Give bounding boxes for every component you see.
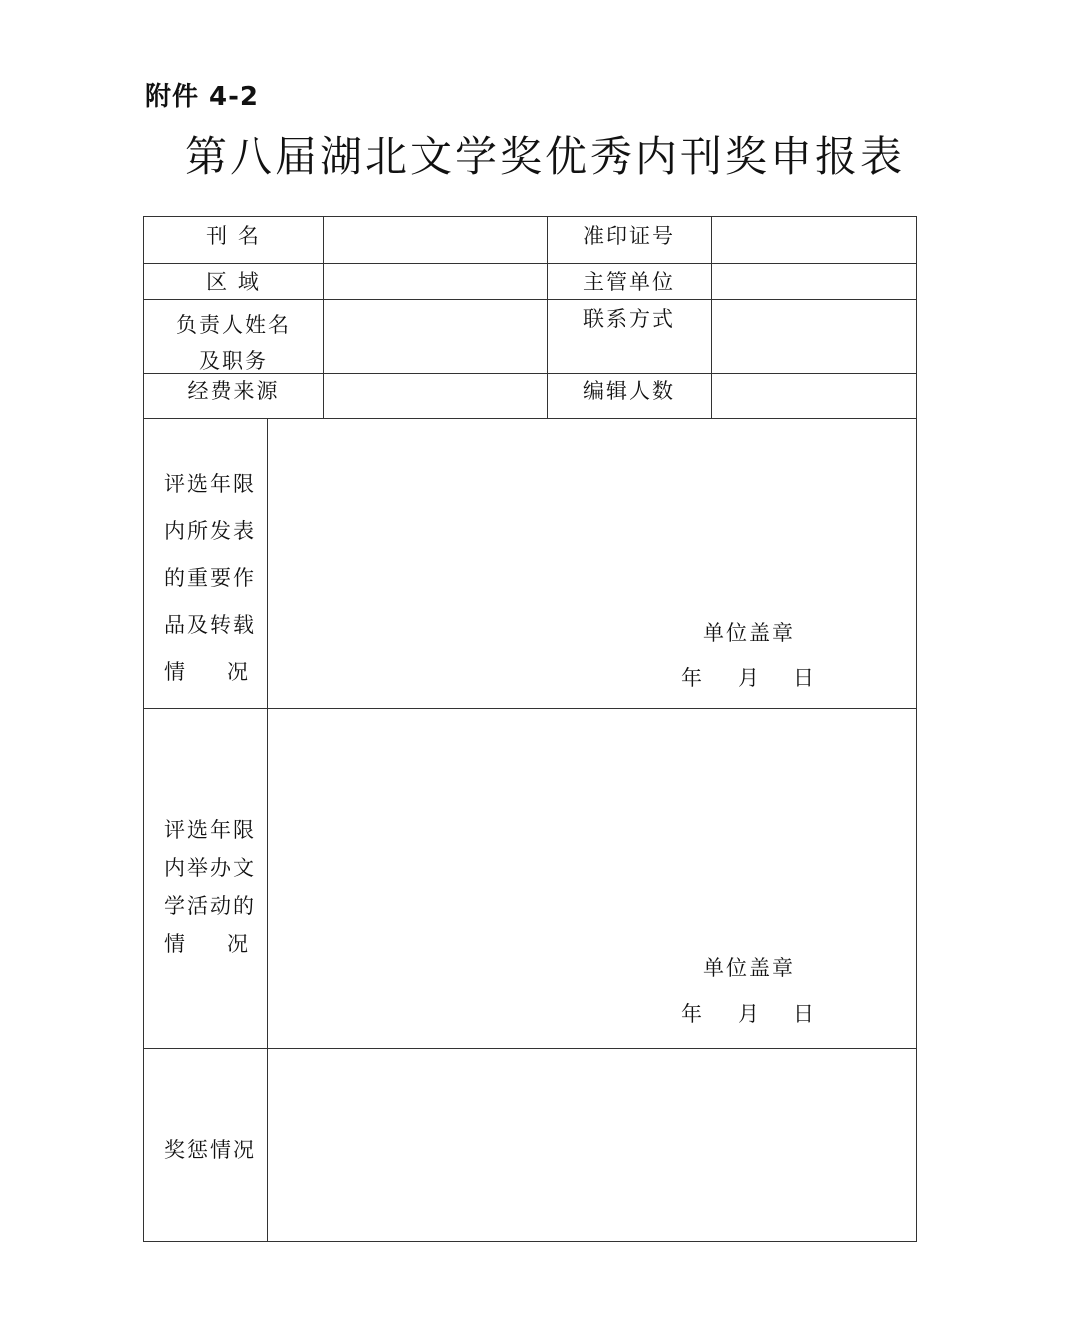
application-form bbox=[143, 216, 917, 1242]
contact-field[interactable] bbox=[712, 301, 916, 372]
section-label-activities: 评选年限 内举办文 学活动的 情 况 bbox=[164, 818, 256, 956]
label-journal-name: 刊 名 bbox=[206, 224, 261, 248]
person-in-charge-field[interactable] bbox=[324, 301, 546, 372]
section-label-rewards: 奖惩情况 bbox=[164, 1138, 256, 1162]
row-divider bbox=[144, 299, 916, 300]
label-print-permit-number: 准印证号 bbox=[583, 224, 675, 248]
activities-content-area[interactable] bbox=[268, 710, 916, 1047]
row-divider bbox=[144, 418, 916, 419]
region-field[interactable] bbox=[324, 265, 546, 298]
label-contact: 联系方式 bbox=[583, 307, 675, 331]
label-position: 及职务 bbox=[199, 349, 268, 373]
label-region: 区 域 bbox=[206, 270, 261, 294]
rewards-content-area[interactable] bbox=[268, 1050, 916, 1240]
label-person-in-charge: 负责人姓名 bbox=[176, 313, 291, 337]
section-label-works: 评选年限 内所发表 的重要作 品及转载 情 况 bbox=[164, 472, 256, 684]
row-divider bbox=[144, 708, 916, 709]
funding-source-field[interactable] bbox=[324, 375, 546, 417]
label-funding-source: 经费来源 bbox=[187, 379, 280, 403]
form-title: 第八届湖北文学奖优秀内刊奖申报表 bbox=[184, 132, 905, 181]
row-divider bbox=[144, 263, 916, 264]
print-permit-number-field[interactable] bbox=[712, 218, 916, 262]
date-line: 年 月 日 bbox=[681, 666, 814, 690]
label-editor-count: 编辑人数 bbox=[583, 379, 675, 403]
attachment-number: 附件 4-2 bbox=[145, 82, 260, 112]
unit-seal-label: 单位盖章 bbox=[703, 956, 795, 980]
row-divider bbox=[144, 1048, 916, 1049]
works-content-area[interactable] bbox=[268, 420, 916, 707]
label-supervising-unit: 主管单位 bbox=[583, 270, 675, 294]
editor-count-field[interactable] bbox=[712, 375, 916, 417]
supervising-unit-field[interactable] bbox=[712, 265, 916, 298]
unit-seal-label: 单位盖章 bbox=[703, 621, 795, 645]
journal-name-field[interactable] bbox=[324, 218, 546, 262]
date-line: 年 月 日 bbox=[681, 1002, 814, 1026]
